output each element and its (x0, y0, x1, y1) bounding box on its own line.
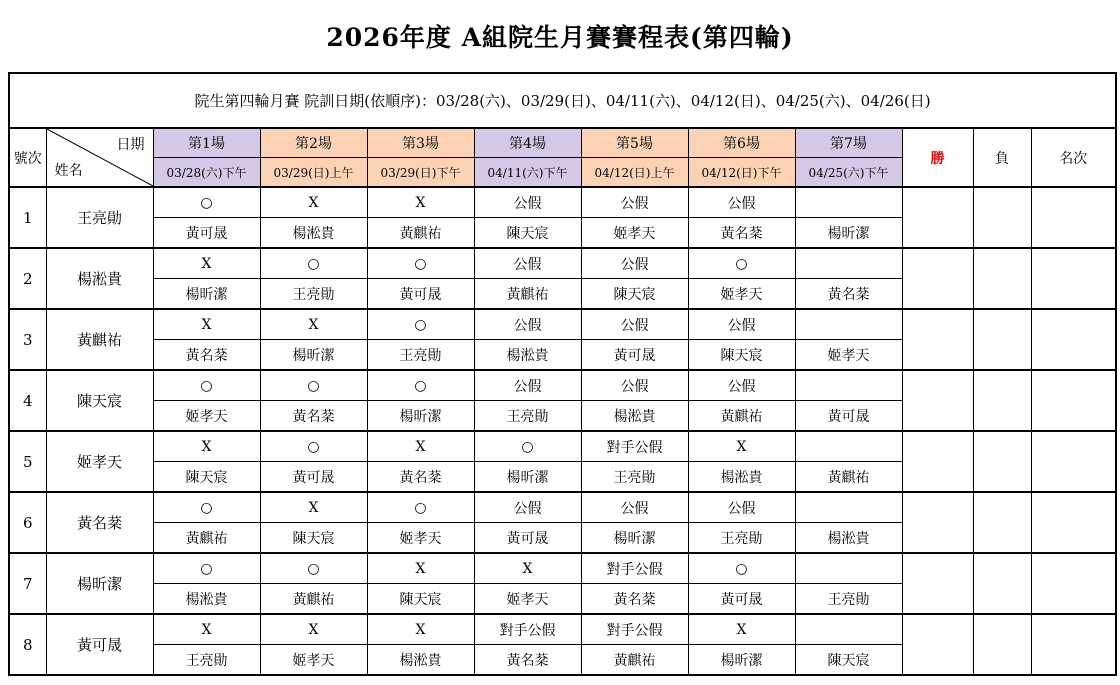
opponent-name: 黃名棻 (153, 340, 260, 371)
match-result: 對手公假 (581, 431, 688, 462)
match-result: ○ (153, 553, 260, 584)
opponent-name: 黃麒祐 (153, 523, 260, 554)
opponent-name: 黃名棻 (688, 218, 795, 249)
player-row (9, 492, 1116, 523)
opponent-name: 黃麒祐 (795, 462, 902, 493)
opponent-name: 陳天宸 (260, 523, 367, 554)
player-row (9, 187, 1116, 218)
opponent-name: 王亮勛 (367, 340, 474, 371)
opponent-name: 楊淞貴 (367, 645, 474, 676)
opponent-name: 黃可晟 (581, 340, 688, 371)
player-number: 8 (9, 614, 46, 675)
player-name: 楊淞貴 (46, 248, 153, 309)
opponent-name: 姬孝天 (260, 645, 367, 676)
loss-count-cell (973, 614, 1031, 675)
opponent-name: 姬孝天 (688, 279, 795, 310)
match-result: ○ (367, 248, 474, 279)
round-date: 04/12(日)上午 (581, 158, 688, 188)
match-result: 對手公假 (581, 553, 688, 584)
win-count-cell (902, 553, 973, 614)
match-result: ○ (153, 370, 260, 401)
rank-cell (1031, 248, 1116, 309)
player-number: 1 (9, 187, 46, 248)
opponent-name: 楊昕潔 (688, 645, 795, 676)
match-result: 公假 (688, 187, 795, 218)
match-result: ○ (367, 492, 474, 523)
match-result: X (474, 553, 581, 584)
match-result: X (153, 309, 260, 340)
opponent-name: 楊昕潔 (367, 401, 474, 432)
round-label: 第1場 (153, 128, 260, 158)
match-result: 公假 (474, 248, 581, 279)
match-result: ○ (260, 370, 367, 401)
rank-cell (1031, 309, 1116, 370)
opponent-name: 黃麒祐 (474, 279, 581, 310)
opponent-name: 黃可晟 (688, 584, 795, 615)
match-result: 公假 (581, 370, 688, 401)
opponent-name: 黃名棻 (581, 584, 688, 615)
opponent-name: 楊昕潔 (474, 462, 581, 493)
match-result: 公假 (688, 492, 795, 523)
win-count-cell (902, 431, 973, 492)
rank-cell (1031, 370, 1116, 431)
match-result (795, 248, 902, 279)
match-result (795, 187, 902, 218)
match-result: X (153, 248, 260, 279)
opponent-name: 王亮勛 (474, 401, 581, 432)
win-header: 勝 (902, 128, 973, 187)
schedule-table (8, 72, 1117, 676)
match-result: ○ (153, 492, 260, 523)
player-number: 2 (9, 248, 46, 309)
player-number: 4 (9, 370, 46, 431)
match-result: ○ (688, 248, 795, 279)
match-result: X (260, 614, 367, 645)
opponent-name: 姬孝天 (474, 584, 581, 615)
opponent-name: 黃麒祐 (581, 645, 688, 676)
rank-cell (1031, 614, 1116, 675)
match-result: X (688, 614, 795, 645)
match-result: 公假 (581, 248, 688, 279)
match-result: 公假 (581, 492, 688, 523)
opponent-name: 陳天宸 (581, 279, 688, 310)
number-header: 號次 (9, 128, 46, 187)
match-result: 公假 (581, 187, 688, 218)
opponent-name: 楊淞貴 (688, 462, 795, 493)
loss-header: 負 (973, 128, 1031, 187)
match-result: ○ (260, 248, 367, 279)
round-date: 03/29(日)下午 (367, 158, 474, 188)
win-count-cell (902, 187, 973, 248)
match-result (795, 492, 902, 523)
match-result: X (367, 614, 474, 645)
match-result: X (367, 553, 474, 584)
rank-cell (1031, 492, 1116, 553)
opponent-name: 王亮勛 (795, 584, 902, 615)
opponent-name: 黃麒祐 (367, 218, 474, 249)
opponent-name: 黃麒祐 (260, 584, 367, 615)
loss-count-cell (973, 370, 1031, 431)
player-name: 黃名棻 (46, 492, 153, 553)
player-number: 5 (9, 431, 46, 492)
round-label: 第3場 (367, 128, 474, 158)
match-result: ○ (153, 187, 260, 218)
match-result (795, 614, 902, 645)
round-date: 04/25(六)下午 (795, 158, 902, 188)
match-result: ○ (367, 370, 474, 401)
opponent-name: 黃麒祐 (688, 401, 795, 432)
opponent-name: 陳天宸 (795, 645, 902, 676)
opponent-name: 楊昕潔 (795, 218, 902, 249)
opponent-name: 黃可晟 (367, 279, 474, 310)
loss-count-cell (973, 248, 1031, 309)
opponent-name: 姬孝天 (153, 401, 260, 432)
player-name: 楊昕潔 (46, 553, 153, 614)
date-name-header (46, 128, 153, 187)
round-label: 第5場 (581, 128, 688, 158)
opponent-name: 黃可晟 (474, 523, 581, 554)
match-result: ○ (367, 309, 474, 340)
match-result: X (260, 492, 367, 523)
win-count-cell (902, 614, 973, 675)
opponent-name: 姬孝天 (367, 523, 474, 554)
rank-cell (1031, 431, 1116, 492)
loss-count-cell (973, 492, 1031, 553)
win-count-cell (902, 370, 973, 431)
rank-cell (1031, 553, 1116, 614)
match-result: ○ (260, 431, 367, 462)
date-label: 日期 (116, 137, 145, 153)
match-result: 公假 (688, 309, 795, 340)
opponent-name: 王亮勛 (581, 462, 688, 493)
opponent-name: 王亮勛 (688, 523, 795, 554)
match-result: ○ (688, 553, 795, 584)
round-label: 第2場 (260, 128, 367, 158)
opponent-name: 王亮勛 (153, 645, 260, 676)
match-result: 對手公假 (474, 614, 581, 645)
match-result: ○ (260, 553, 367, 584)
win-count-cell (902, 309, 973, 370)
player-name: 姬孝天 (46, 431, 153, 492)
player-number: 7 (9, 553, 46, 614)
player-row (9, 431, 1116, 462)
opponent-name: 黃可晟 (795, 401, 902, 432)
player-row (9, 248, 1116, 279)
round-date: 03/28(六)下午 (153, 158, 260, 188)
opponent-name: 陳天宸 (153, 462, 260, 493)
player-name: 王亮勛 (46, 187, 153, 248)
player-name: 黃麒祐 (46, 309, 153, 370)
opponent-name: 黃名棻 (795, 279, 902, 310)
player-row (9, 553, 1116, 584)
player-number: 3 (9, 309, 46, 370)
player-row (9, 309, 1116, 340)
match-result: 對手公假 (581, 614, 688, 645)
page-title: 2026年度 A組院生月賽賽程表(第四輪) (326, 23, 794, 52)
match-result (795, 309, 902, 340)
round-label: 第7場 (795, 128, 902, 158)
loss-count-cell (973, 187, 1031, 248)
match-result (795, 370, 902, 401)
opponent-name: 姬孝天 (581, 218, 688, 249)
match-result: 公假 (474, 370, 581, 401)
loss-count-cell (973, 553, 1031, 614)
opponent-name: 楊昕潔 (260, 340, 367, 371)
player-name: 黃可晟 (46, 614, 153, 675)
player-row (9, 614, 1116, 645)
opponent-name: 王亮勛 (260, 279, 367, 310)
round-date: 03/29(日)上午 (260, 158, 367, 188)
loss-count-cell (973, 309, 1031, 370)
opponent-name: 姬孝天 (795, 340, 902, 371)
match-result (795, 431, 902, 462)
opponent-name: 黃可晟 (153, 218, 260, 249)
round-date: 04/11(六)下午 (474, 158, 581, 188)
opponent-name: 楊淞貴 (474, 340, 581, 371)
win-count-cell (902, 492, 973, 553)
match-result: X (260, 187, 367, 218)
match-result: 公假 (474, 187, 581, 218)
rank-cell (1031, 187, 1116, 248)
match-result: X (367, 187, 474, 218)
match-result: 公假 (688, 370, 795, 401)
match-result: 公假 (581, 309, 688, 340)
opponent-name: 黃可晟 (260, 462, 367, 493)
match-result: X (688, 431, 795, 462)
round-label: 第4場 (474, 128, 581, 158)
name-label: 姓名 (54, 163, 83, 179)
match-result (795, 553, 902, 584)
opponent-name: 陳天宸 (688, 340, 795, 371)
opponent-name: 楊淞貴 (795, 523, 902, 554)
opponent-name: 楊淞貴 (260, 218, 367, 249)
opponent-name: 黃名棻 (367, 462, 474, 493)
match-result: X (367, 431, 474, 462)
match-result: 公假 (474, 309, 581, 340)
round-label: 第6場 (688, 128, 795, 158)
opponent-name: 楊昕潔 (581, 523, 688, 554)
win-count-cell (902, 248, 973, 309)
opponent-name: 陳天宸 (474, 218, 581, 249)
match-result: X (260, 309, 367, 340)
opponent-name: 黃名棻 (260, 401, 367, 432)
rank-header: 名次 (1031, 128, 1116, 187)
opponent-name: 黃名棻 (474, 645, 581, 676)
loss-count-cell (973, 431, 1031, 492)
match-result: ○ (474, 431, 581, 462)
opponent-name: 楊淞貴 (581, 401, 688, 432)
opponent-name: 陳天宸 (367, 584, 474, 615)
player-name: 陳天宸 (46, 370, 153, 431)
opponent-name: 楊淞貴 (153, 584, 260, 615)
schedule-subtitle: 院生第四輪月賽 院訓日期(依順序)：03/28(六)、03/29(日)、04/11(六)、04/12(日)、04/25(六)、04/26(日) (9, 73, 1116, 128)
round-date: 04/12(日)下午 (688, 158, 795, 188)
opponent-name: 楊昕潔 (153, 279, 260, 310)
player-number: 6 (9, 492, 46, 553)
match-result: X (153, 431, 260, 462)
match-result: X (153, 614, 260, 645)
match-result: 公假 (474, 492, 581, 523)
player-row (9, 370, 1116, 401)
